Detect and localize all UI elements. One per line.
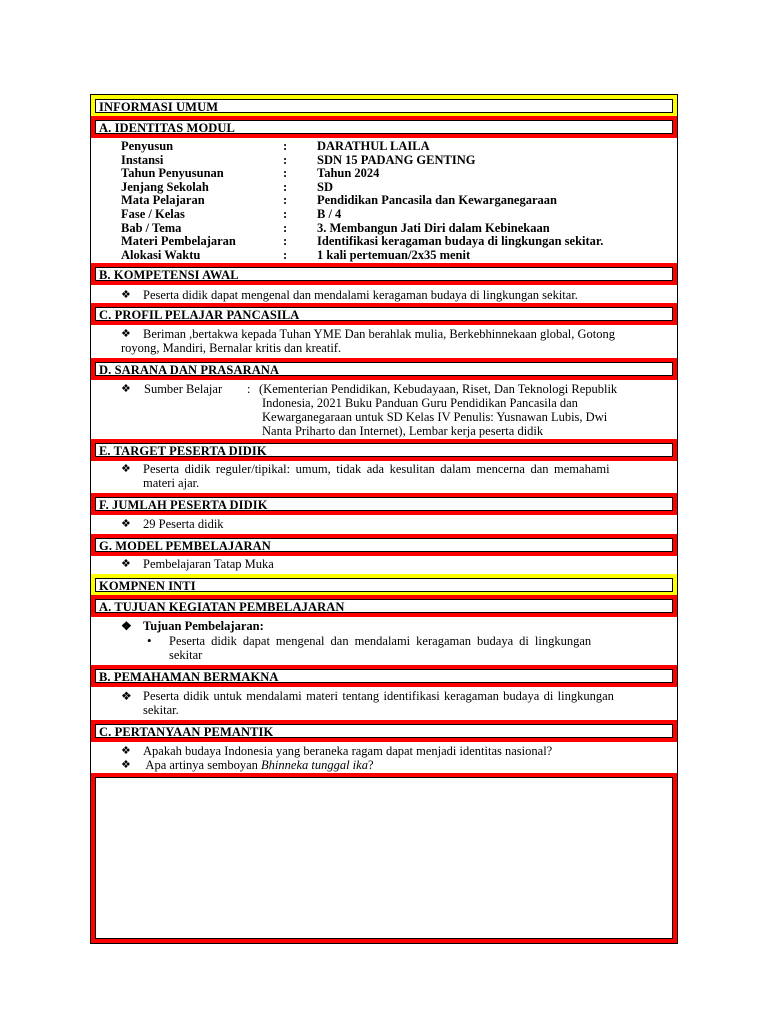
diamond-bullet-icon: ❖	[121, 328, 131, 340]
round-bullet-icon: •	[147, 633, 152, 648]
row-value: Tahun 2024	[317, 166, 380, 181]
row-label: Bab / Tema	[121, 220, 182, 235]
section-title: A. IDENTITAS MODUL	[99, 121, 235, 135]
section-identitas-modul	[91, 116, 677, 138]
section-title: D. SARANA DAN PRASARANA	[99, 363, 280, 377]
diamond-bullet-icon: ❖	[121, 518, 131, 530]
row-value: Identifikasi keragaman budaya di lingkungan sekitar.	[317, 234, 604, 249]
blank-content-box	[91, 773, 677, 943]
row-label: Alokasi Waktu	[121, 247, 201, 262]
row-colon: :	[283, 247, 288, 262]
section-tujuan-kegiatan	[91, 595, 677, 617]
question-text: Apa artinya semboyan	[143, 758, 262, 772]
row-value: B / 4	[317, 207, 342, 221]
section-model-pembelajaran	[91, 534, 677, 556]
row-colon: :	[283, 152, 288, 167]
section-title: KOMPNEN INTI	[99, 579, 196, 593]
row-label: Fase / Kelas	[121, 207, 185, 221]
section-sarana-prasarana	[91, 358, 677, 380]
row-value: DARATHUL LAILA	[317, 139, 430, 153]
section-title: B. KOMPETENSI AWAL	[99, 268, 239, 282]
section-title: C. PROFIL PELAJAR PANCASILA	[99, 308, 300, 322]
list-item-sumber-belajar: ❖ Sumber Belajar : (Kementerian Pendidikan, Kebudayaan, Riset, Dan Teknologi Republik Indonesia, 2021 Buku Panduan Guru Pendidikan Pancasila dan Kewarganegaraan untuk SD Kelas IV Penulis: Yusnawan Lubis, Dwi Nanta Priharto dan Internet), Lembar kerja peserta didik	[121, 382, 618, 438]
section-title: G. MODEL PEMBELAJARAN	[99, 539, 271, 553]
diamond-bullet-icon: ❖	[121, 759, 131, 771]
section-pemahaman-bermakna	[91, 665, 677, 687]
diamond-bullet-icon: ❖	[121, 689, 132, 703]
diamond-bullet-icon: ❖	[121, 383, 131, 395]
section-kompetensi-awal	[91, 263, 677, 285]
row-value: Pendidikan Pancasila dan Kewarganegaraan	[317, 193, 557, 208]
section-profil-pelajar	[91, 303, 677, 325]
row-value: SD	[317, 179, 333, 194]
row-label: Jenjang Sekolah	[121, 179, 209, 194]
row-colon: :	[283, 139, 288, 153]
section-title: C. PERTANYAAN PEMANTIK	[99, 725, 274, 739]
row-colon: :	[283, 193, 288, 208]
row-value: 3. Membangun Jati Diri dalam Kebinekaan	[317, 220, 550, 235]
section-title: F. JUMLAH PESERTA DIDIK	[99, 498, 268, 512]
row-label: Tahun Penyusunan	[121, 166, 224, 181]
section-title: E. TARGET PESERTA DIDIK	[99, 444, 267, 458]
diamond-bullet-icon: ❖	[121, 558, 131, 570]
row-label: Instansi	[121, 152, 164, 167]
diamond-bullet-icon: ❖	[121, 619, 132, 633]
diamond-bullet-icon: ❖	[121, 289, 131, 301]
question-mark: ?	[367, 758, 374, 772]
row-value: SDN 15 PADANG GENTING	[317, 152, 476, 167]
module-document: INFORMASI UMUM A. IDENTITAS MODUL Penyusun : DARATHUL LAILA Instansi : SDN 15 PADANG GENTING Tahun Penyusunan : Tahun 2024 Jenjang Sekolah : SD Mata Pelajaran : Pendidikan Pancasila dan Kewarganegaraan Fase / Kelas : B / 4 Bab / Tema : 3. Membangun Jati Diri dalam Kebinekaan Materi Pembelajaran : Identifikasi keragaman budaya di lingkungan sekitar. Alokasi Waktu : 1 kali pertemuan/2x35 menit B. KOMPETENSI AWAL ❖ Peserta didik dapat mengenal dan mendalami keragaman budaya di lingkungan sekitar. C. PROFIL PELAJAR PANCASILA ❖ Beriman ,bertakwa kepada Tuhan YME Dan berahlak mulia, Berkebhinnekaan global, Gotong royong, Mandiri, Bernalar kritis dan kreatif. D. SARANA DAN PRASARANA ❖ Sumber Belajar : (Kementerian Pendidikan, Kebudayaan, Riset, Dan Teknologi Republik Indonesia, 2021 Buku Panduan Guru Pendidikan Pancasila dan Kewarganegaraan untuk SD Kelas IV Penulis: Yusnawan Lubis, Dwi Nanta Priharto dan Internet), Lembar kerja peserta didik E. TARGET PESERTA DIDIK ❖ Peserta didik reguler/tipikal: umum, tidak ada kesulitan dalam mencerna dan memahami materi ajar. F. JUMLAH PESERTA DIDIK ❖ 29 Peserta didik G. MODEL PEMBELAJARAN ❖ Pembelajaran Tatap Muka KOMPNEN INTI A. TUJUAN KEGIATAN PEMBELAJARAN ❖ Tujuan Pembelajaran: • Peserta didik dapat mengenal dan mendalami keragaman budaya di lingkungan sekitar B. PEMAHAMAN BERMAKNA ❖ Peserta didik untuk mendalami materi tentang identifikasi keragaman budaya di lingkungan sekitar. C. PERTANYAAN PEMANTIK ❖ Apakah budaya Indonesia yang beraneka ragam dapat menjadi identitas nasional? ❖ Apa artinya semboyan Bhinneka tunggal ika?	[90, 94, 678, 944]
row-colon: :	[283, 207, 288, 221]
row-colon: :	[283, 179, 288, 194]
row-colon: :	[283, 166, 288, 181]
section-komponen-inti	[91, 574, 677, 596]
row-colon: :	[283, 234, 288, 249]
section-jumlah-peserta	[91, 493, 677, 515]
row-label: Penyusun	[121, 139, 174, 153]
section-title: B. PEMAHAMAN BERMAKNA	[99, 670, 279, 684]
section-pertanyaan-pemantik	[91, 720, 677, 742]
section-title: A. TUJUAN KEGIATAN PEMBELAJARAN	[99, 600, 345, 614]
motto-text: Bhinneka tunggal ika	[261, 758, 368, 772]
row-colon: :	[283, 220, 288, 235]
diamond-bullet-icon: ❖	[121, 745, 131, 757]
section-informasi-umum	[91, 95, 677, 117]
section-target-peserta	[91, 439, 677, 461]
row-label: Materi Pembelajaran	[121, 234, 236, 249]
section-title: INFORMASI UMUM	[99, 100, 219, 114]
diamond-bullet-icon: ❖	[121, 463, 131, 475]
row-label: Mata Pelajaran	[121, 193, 205, 208]
row-value: 1 kali pertemuan/2x35 menit	[317, 247, 471, 262]
